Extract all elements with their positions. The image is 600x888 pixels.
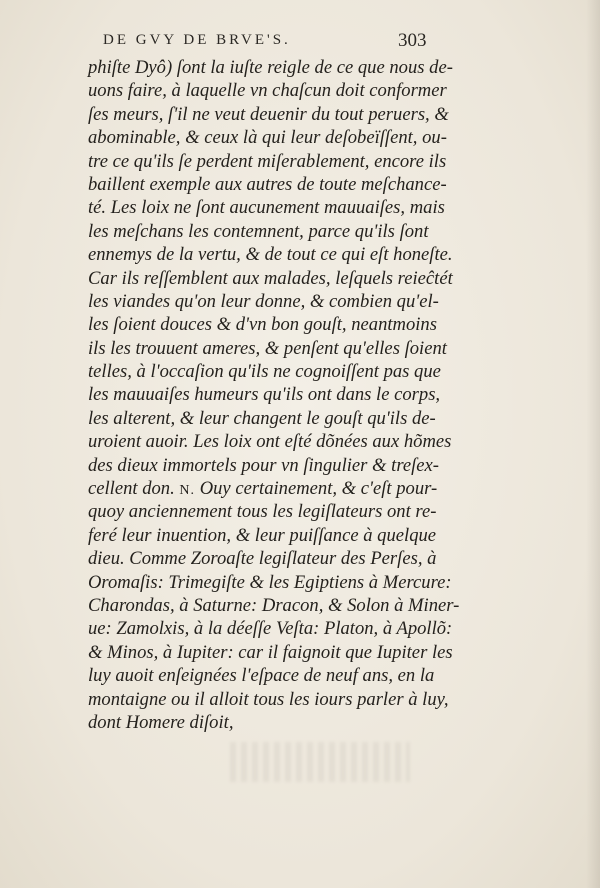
speaker-line — [88, 477, 438, 500]
text-line: tre ce qu'ils ſe perdent miſerablement, encore ils — [88, 150, 447, 172]
text-line: Charondas, à Saturne: Dracon, & Solon à Miner- — [88, 594, 460, 616]
text-line: feré leur inuention, & leur puiſſance à quelque — [88, 524, 437, 546]
text-line: dont Homere diſoit, — [88, 711, 234, 733]
text-line: uroient auoir. Les loix ont eſté dõnées aux hõmes — [88, 431, 452, 453]
text-line: luy auoit enſeignées l'eſpace de neuf ans, en la — [88, 665, 435, 687]
text-line: Car ils reſſemblent aux malades, leſquels reieĉtét — [88, 267, 453, 289]
text-line: des dieux immortels pour vn ſingulier & treſex- — [88, 454, 439, 476]
line-text: Ouy certainement, & c'eſt pour- — [199, 478, 438, 500]
speaker-mark: N. — [179, 483, 196, 499]
text-line: uons faire, à laquelle vn chaſcun doit conformer — [88, 80, 447, 102]
running-head — [0, 30, 600, 54]
text-line: baillent exemple aux autres de toute meſchance- — [88, 173, 447, 195]
text-line: ue: Zamolxis, à la déeſſe Veſta: Platon, à Apollõ: — [88, 618, 453, 640]
text-line: quoy anciennement tous les legiſlateurs ont re- — [88, 501, 437, 523]
text-line: abominable, & ceux là qui leur deſobeïſſent, ou- — [88, 127, 447, 149]
text-line: & Minos, à Iupiter: car il faignoit que Iupiter les — [88, 641, 453, 663]
page-number: 303 — [398, 30, 427, 51]
text-line: Oromaſis: Trimegiſte & les Egiptiens à Mercure: — [88, 571, 452, 593]
text-line: les viandes qu'on leur donne, & combien qu'el- — [88, 290, 439, 312]
show-through — [230, 742, 410, 782]
text-line: dieu. Comme Zoroaſte legiſlateur des Perſes, à — [88, 548, 437, 570]
text-line: ils les trouuent ameres, & penſent qu'elles ſoient — [88, 337, 447, 359]
line-text: cellent don. — [88, 478, 175, 500]
text-line: les alterent, & leur changent le gouſt qu'ils de- — [88, 407, 436, 429]
text-line: montaigne ou il alloit tous les iours parler à luy, — [88, 688, 449, 710]
text-line: ennemys de la vertu, & de tout ce qui eſt honeſte. — [88, 244, 453, 266]
text-line: ſes meurs, ſ'il ne veut deuenir du tout peruers, & — [88, 103, 449, 125]
text-line: les ſoient douces & d'vn bon gouſt, neantmoins — [88, 314, 437, 336]
text-line: les meſchans les contemnent, parce qu'ils ſont — [88, 220, 429, 242]
text-block — [88, 56, 460, 734]
page-edge-shadow — [586, 0, 600, 888]
text-line: té. Les loix ne ſont aucunement mauuaiſes, mais — [88, 197, 445, 219]
text-line: phiſte Dyô) ſont la iuſte reigle de ce que nous de- — [88, 57, 453, 78]
text-line: telles, à l'occaſion qu'ils ne cognoiſſent pas que — [88, 361, 441, 383]
running-title: DE GVY DE BRVE'S. — [103, 32, 291, 48]
text-line: les mauuaiſes humeurs qu'ils ont dans le corps, — [88, 384, 441, 406]
